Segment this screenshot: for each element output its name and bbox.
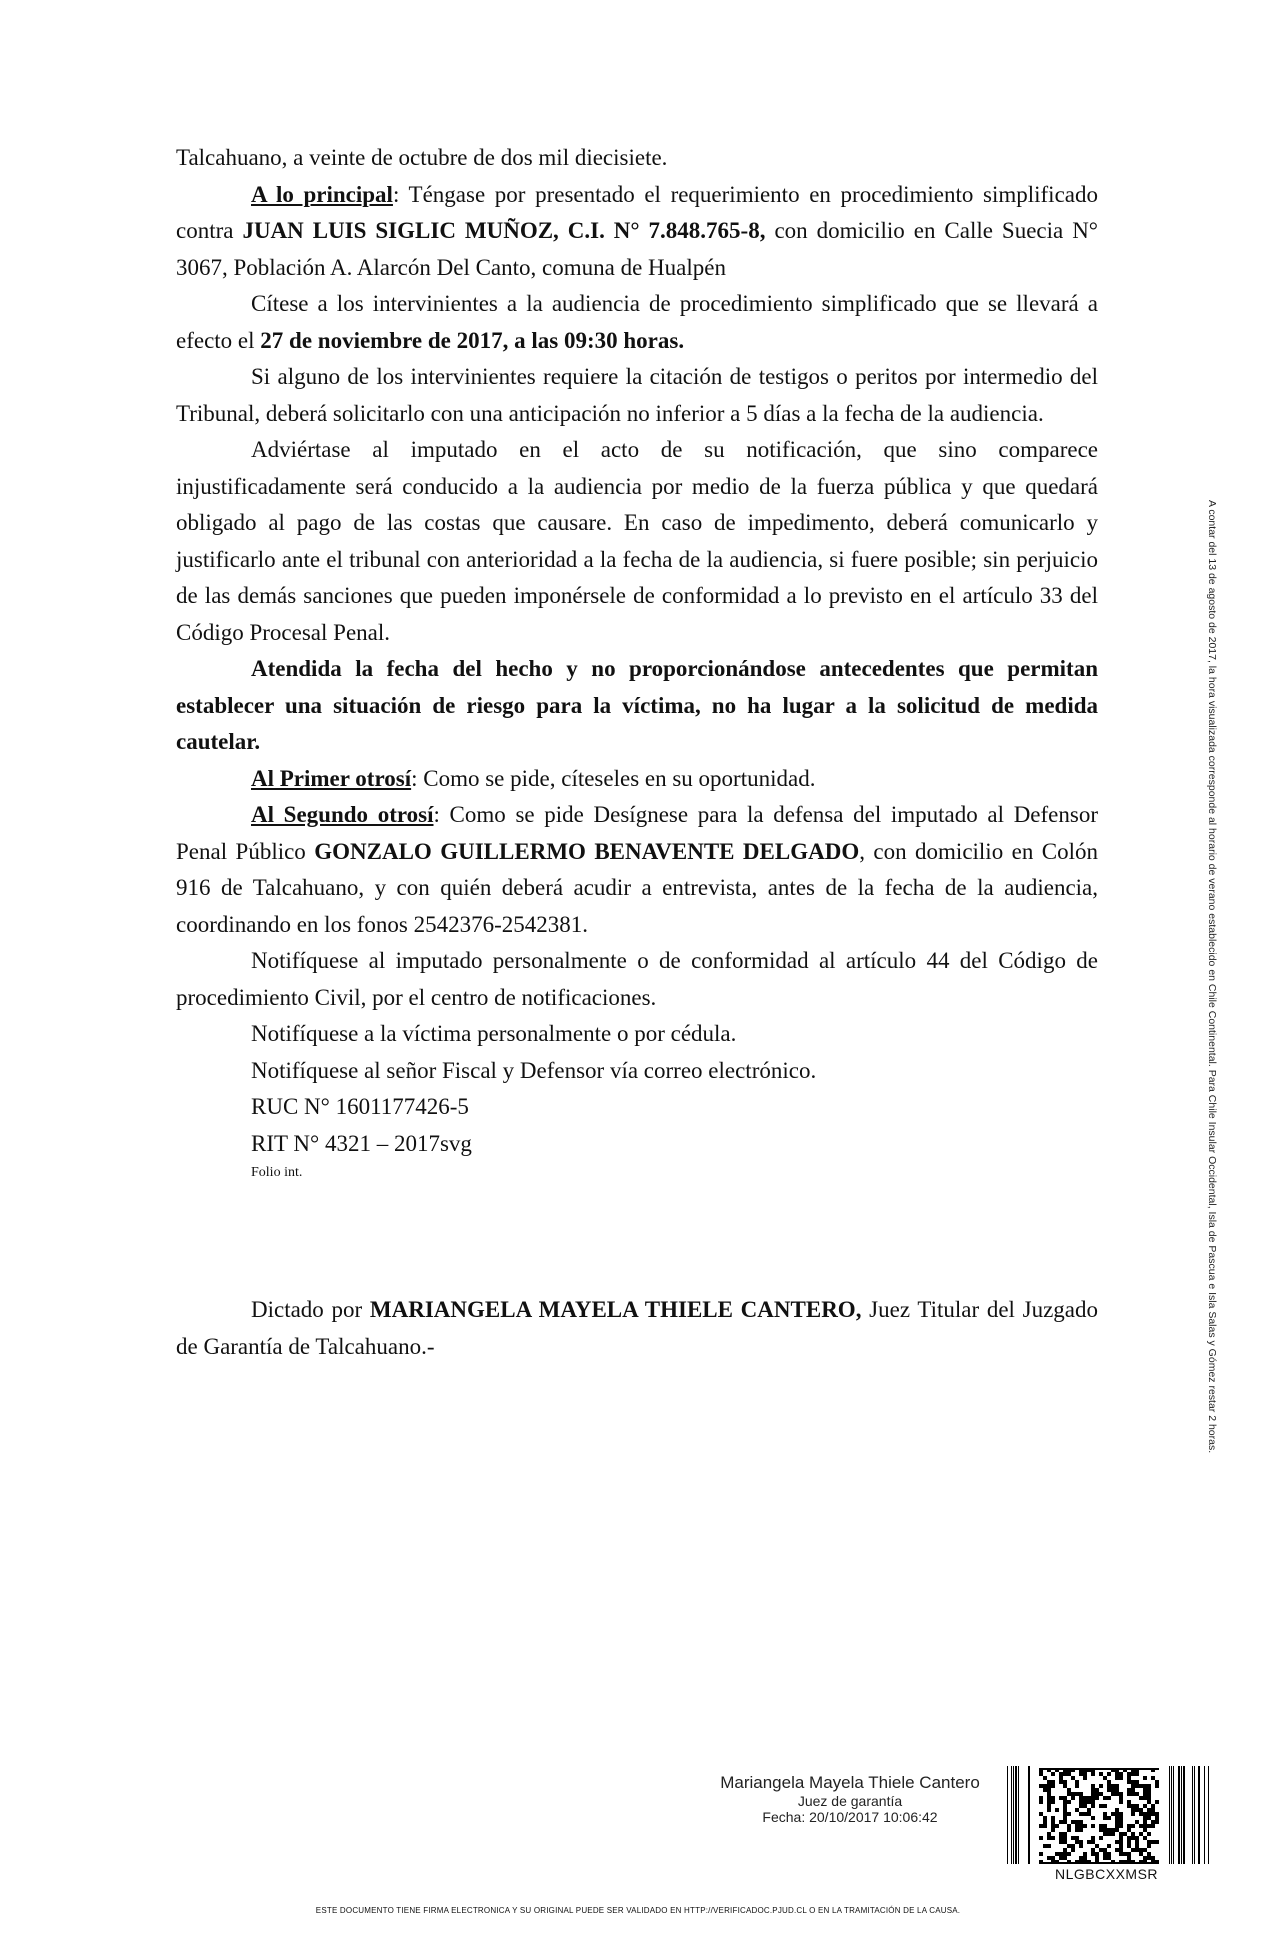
date-line: Talcahuano, a veinte de octubre de dos mil diecisiete.	[176, 145, 668, 170]
paragraph-notify-defendant: Notifíquese al imputado personalmente o de conformidad al artículo 44 del Código de procedimiento Civil, por el centro de notificaciones.	[176, 948, 1098, 1010]
electronic-signature	[700, 1773, 1000, 1825]
paragraph-precautionary-measure: Atendida la fecha del hecho y no proporcionándose antecedentes que permitan establecer una situación de riesgo para la víctima, no ha lugar a la solicitud de medida cautelar.	[176, 656, 1098, 754]
first-otrosi-label: Al Primer otrosí	[251, 765, 412, 791]
barcode-graphic	[1007, 1766, 1210, 1866]
paragraph-witnesses: Si alguno de los intervinientes requiere la citación de testigos o peritos por intermedio del Tribunal, deberá solicitarlo con una anticipación no inferior a 5 días a la fecha de la audiencia.	[176, 364, 1098, 426]
paragraph-second-otrosi: Al Segundo otrosí: Como se pide Desígnese para la defensa del imputado al Defensor Penal Público GONZALO GUILLERMO BENAVENTE DELGADO, con domicilio en Colón 916 de Talcahuano, y con quién deberá acudir a entrevista, antes de la fecha de la audiencia, coordinando en los fonos 2542376-2542381.	[176, 802, 1098, 937]
notify-prosecutor-line: Notifíquese al señor Fiscal y Defensor vía correo electrónico.	[251, 1057, 817, 1083]
hearing-date: 27 de noviembre de 2017, a las 09:30 horas.	[260, 327, 685, 353]
daylight-time-note: A contar del 13 de agosto de 2017, la hora visualizada corresponde al horario de verano establecido en Chile Continental. Para Chile Insular Occidental, Isla de Pascua e Isla Salas y Gómez restar 2 horas.	[1206, 500, 1218, 1454]
principal-label: A lo principal	[251, 181, 393, 207]
paragraph-principal: A lo principal: Téngase por presentado el requerimiento en procedimiento simplificado contra JUAN LUIS SIGLIC MUÑOZ, C.I. N° 7.848.765-8, con domicilio en Calle Suecia N° 3067, Población A. Alarcón Del Canto, comuna de Hualpén	[176, 181, 1099, 280]
barcode-code: NLGBCXXMSR	[1055, 1866, 1159, 1882]
signature-date: Fecha: 20/10/2017 10:06:42	[762, 1809, 938, 1825]
signer-role: Juez de garantía	[797, 1793, 903, 1809]
paragraph-first-otrosi: Al Primer otrosí: Como se pide, cíteseles en su oportunidad.	[251, 765, 816, 791]
paragraph-warning: Adviértase al imputado en el acto de su notificación, que sino comparece injustificadamente será conducido a la audiencia por medio de la fuerza pública y que quedará obligado al pago de las costas que causare. En caso de impedimento, deberá comunicarlo y justificarlo ante el tribunal con anterioridad a la fecha de la audiencia, si fuere posible; sin perjuicio de las demás sanciones que pueden imponérsele de conformidad a lo previsto en el artículo 33 del Código Procesal Penal.	[176, 437, 1098, 645]
second-otrosi-label: Al Segundo otrosí	[251, 802, 434, 827]
spacer	[176, 1184, 1098, 1292]
validation-footer: ESTE DOCUMENTO TIENE FIRMA ELECTRONICA Y SU ORIGINAL PUEDE SER VALIDADO EN HTTP://VERIFICADOC.PJUD.CL O EN LA TRAMITACIÓN DE LA CAUSA.	[315, 1906, 961, 1915]
judge-name: MARIANGELA MAYELA THIELE CANTERO,	[369, 1297, 862, 1322]
defender-name: GONZALO GUILLERMO BENAVENTE DELGADO	[314, 838, 860, 864]
folio-line: Folio int.	[251, 1165, 303, 1180]
resolution-body	[176, 140, 1098, 1365]
notify-victim-line: Notifíquese a la víctima personalmente o por cédula.	[251, 1021, 737, 1046]
signer-name: Mariangela Mayela Thiele Cantero	[720, 1773, 980, 1792]
paragraph-hearing: Cítese a los intervinientes a la audiencia de procedimiento simplificado que se llevará a efecto el 27 de noviembre de 2017, a las 09:30 horas.	[176, 291, 1098, 353]
paragraph-signed-by: Dictado por MARIANGELA MAYELA THIELE CANTERO, Juez Titular del Juzgado de Garantía de Talcahuano.-	[176, 1297, 1099, 1359]
defendant-name: JUAN LUIS SIGLIC MUÑOZ, C.I. N° 7.848.765-8,	[242, 218, 766, 243]
rit-line: RIT N° 4321 – 2017svg	[251, 1130, 472, 1156]
ruc-line: RUC N° 1601177426-5	[251, 1094, 469, 1119]
